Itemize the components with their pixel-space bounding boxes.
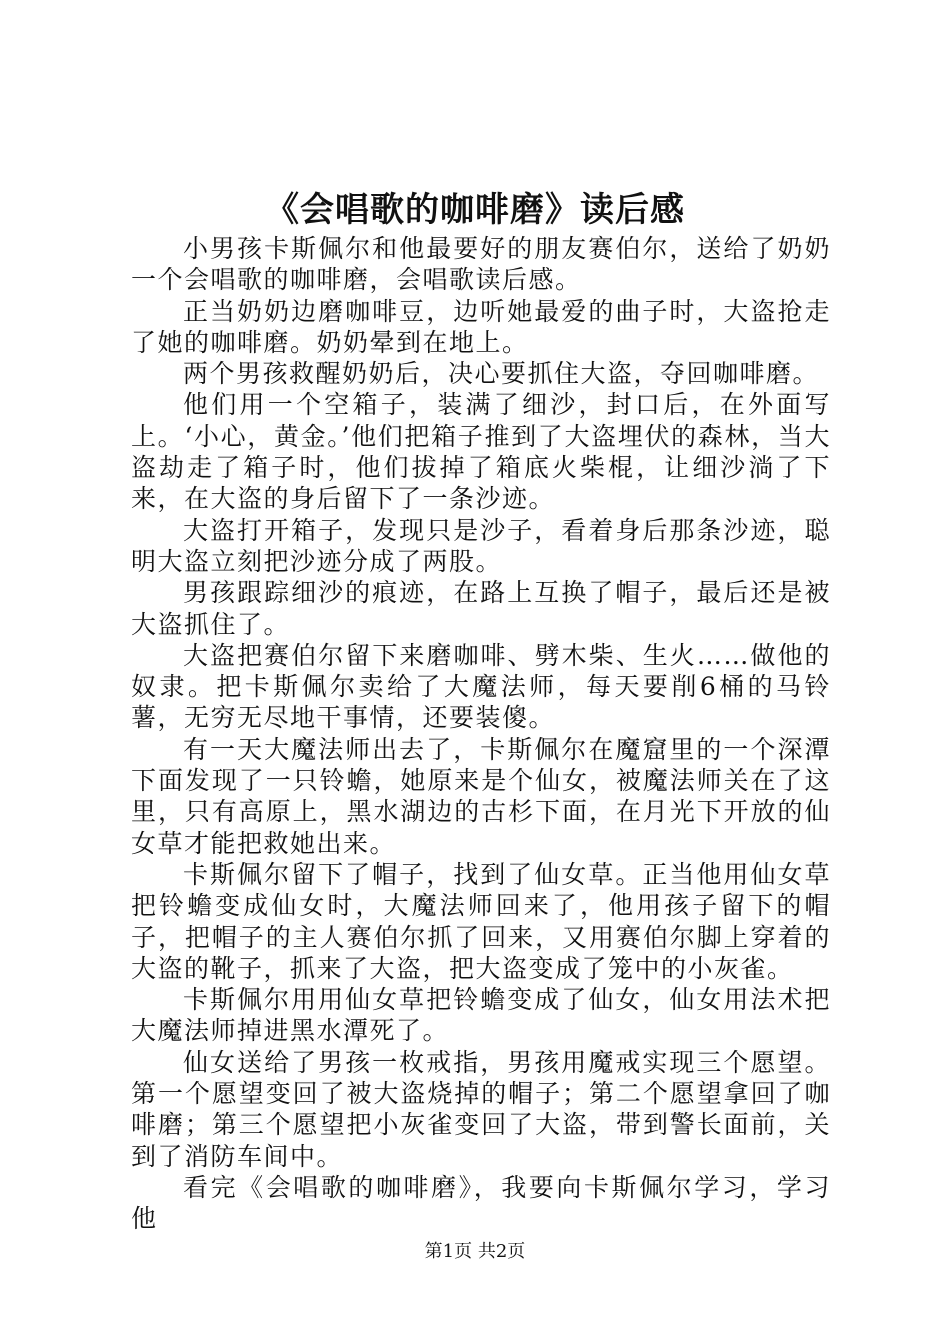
paragraph: 两个男孩救醒奶奶后，决心要抓住大盗，夺回咖啡磨。 — [183, 359, 820, 389]
paragraph: 男孩跟踪细沙的痕迹，在路上互换了帽子，最后还是被大盗抓住了。 — [131, 578, 831, 639]
paragraph: 他们用一个空箱子，装满了细沙，封口后，在外面写上。‘小心，黄金。’他们把箱子推到了大盗埋伏的森林，当大盗劫走了箱子时，他们拔掉了箱底火柴棍，让细沙淌了下来，在大盗的身后留下了一条沙迹。 — [131, 390, 831, 514]
page-number-footer: 第1页 共2页 — [424, 1241, 526, 1262]
paragraph: 有一天大魔法师出去了，卡斯佩尔在魔窟里的一个深潭下面发现了一只铃蟾，她原来是个仙女，被魔法师关在了这里，只有高原上，黑水湖边的古杉下面，在月光下开放的仙女草才能把救她出来。 — [131, 734, 831, 858]
paragraph: 大盗打开箱子，发现只是沙子，看着身后那条沙迹，聪明大盗立刻把沙迹分成了两股。 — [131, 515, 831, 576]
paragraph: 小男孩卡斯佩尔和他最要好的朋友赛伯尔，送给了奶奶一个会唱歌的咖啡磨，会唱歌读后感。 — [131, 234, 831, 295]
document-body — [131, 233, 831, 1235]
document-title: 《会唱歌的咖啡磨》读后感 — [265, 190, 685, 230]
paragraph: 卡斯佩尔用用仙女草把铃蟾变成了仙女，仙女用法术把大魔法师掉进黑水潭死了。 — [131, 985, 831, 1046]
paragraph: 卡斯佩尔留下了帽子，找到了仙女草。正当他用仙女草把铃蟾变成仙女时，大魔法师回来了，他用孩子留下的帽子，把帽子的主人赛伯尔抓了回来，又用赛伯尔脚上穿着的大盗的靴子，抓来了大盗，把大盗变成了笼中的小灰雀。 — [131, 859, 831, 983]
paragraph: 大盗把赛伯尔留下来磨咖啡、劈木柴、生火……做他的奴隶。把卡斯佩尔卖给了大魔法师，每天要削6桶的马铃薯，无穷无尽地干事情，还要装傻。 — [131, 640, 831, 733]
paragraph: 正当奶奶边磨咖啡豆，边听她最爱的曲子时，大盗抢走了她的咖啡磨。奶奶晕到在地上。 — [131, 296, 831, 357]
paragraph: 仙女送给了男孩一枚戒指，男孩用魔戒实现三个愿望。第一个愿望变回了被大盗烧掉的帽子；第二个愿望拿回了咖啡磨；第三个愿望把小灰雀变回了大盗，带到警长面前，关到了消防车间中。 — [131, 1047, 831, 1171]
paragraph: 看完《会唱歌的咖啡磨》，我要向卡斯佩尔学习，学习他 — [131, 1172, 831, 1234]
